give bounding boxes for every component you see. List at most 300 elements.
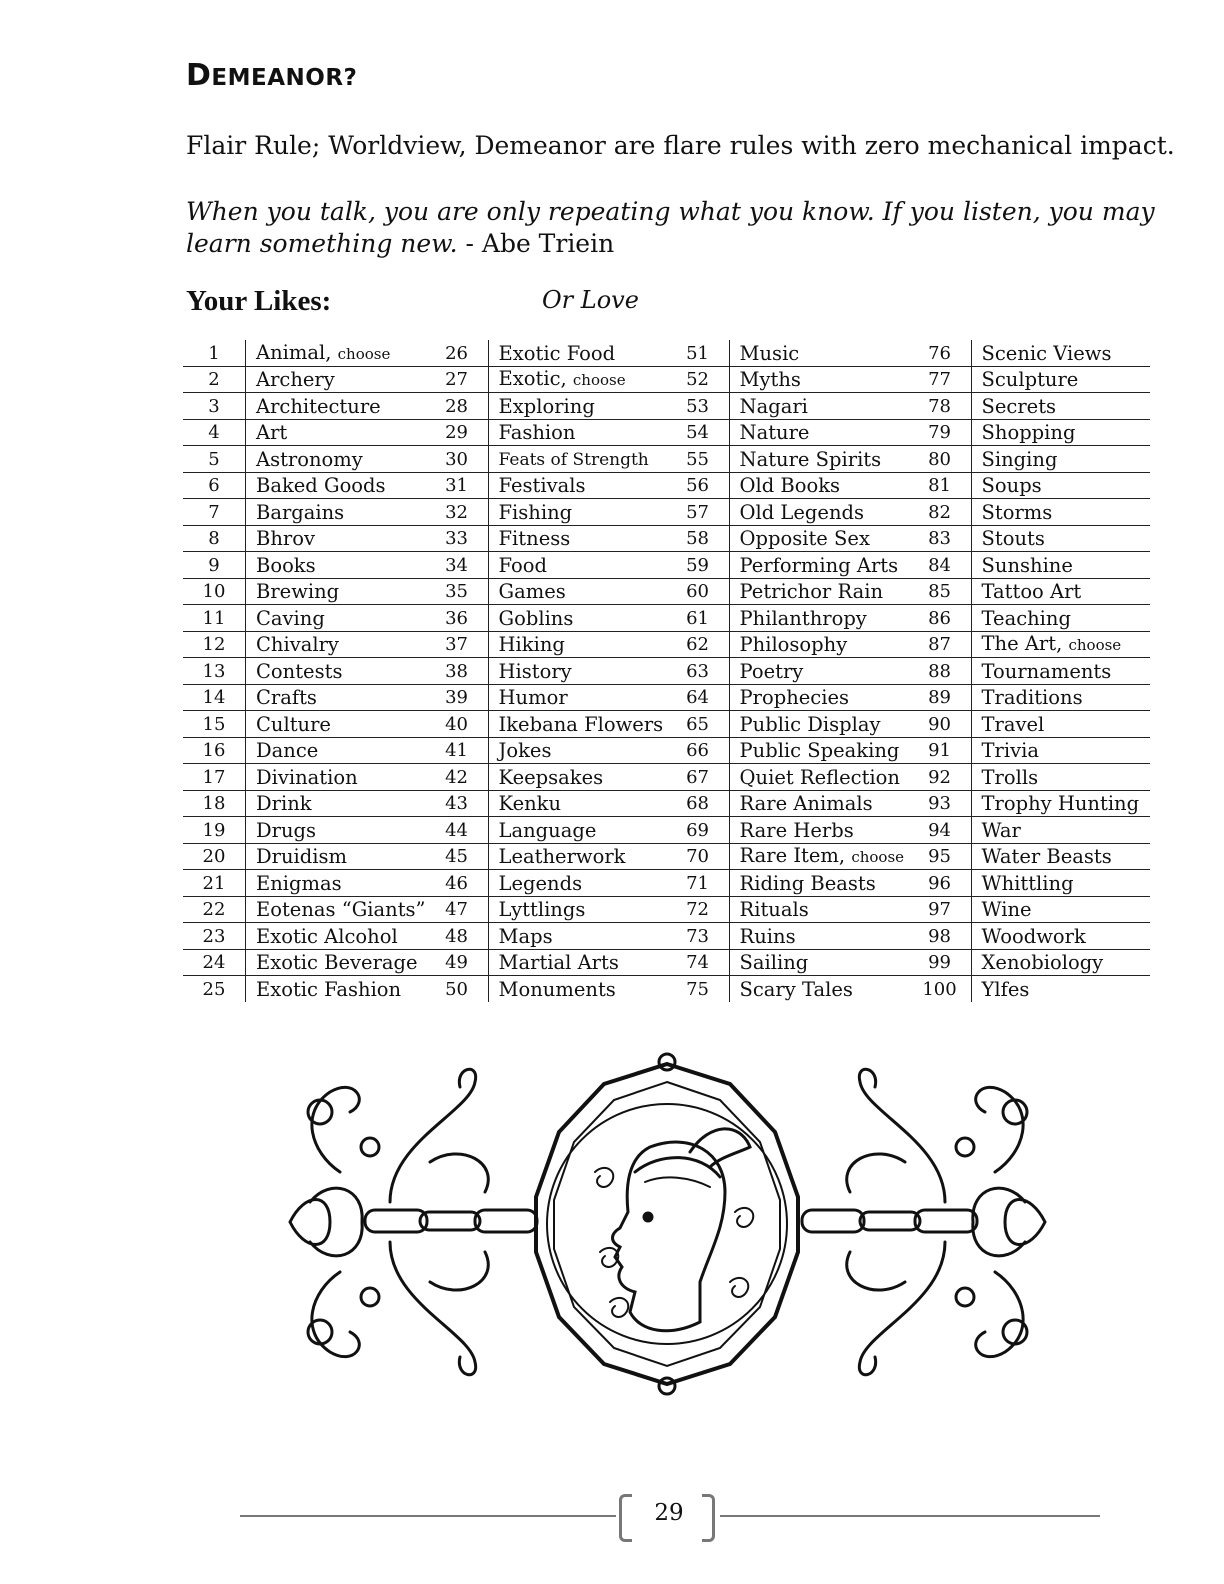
like-label: Exotic Alcohol xyxy=(256,924,398,948)
like-item xyxy=(488,843,667,870)
like-item xyxy=(488,976,667,1002)
like-item xyxy=(971,711,1150,738)
like-number: 59 xyxy=(667,552,730,579)
like-number: 69 xyxy=(667,817,730,844)
like-item xyxy=(488,499,667,526)
like-number: 73 xyxy=(667,923,730,950)
like-label: Sunshine xyxy=(981,553,1073,577)
like-label: Hiking xyxy=(498,633,565,656)
like-number: 98 xyxy=(909,923,972,950)
like-label: Sailing xyxy=(739,951,809,974)
like-label: Trolls xyxy=(981,765,1039,789)
like-label: Exotic Food xyxy=(498,341,616,365)
like-number: 47 xyxy=(426,896,489,923)
like-label: Public Display xyxy=(739,712,881,736)
like-label: Woodwork xyxy=(981,924,1086,948)
like-number: 18 xyxy=(183,790,246,817)
like-item xyxy=(971,578,1150,605)
like-item xyxy=(729,340,909,366)
like-label: Exotic, xyxy=(498,367,567,390)
like-number: 48 xyxy=(426,923,489,950)
like-item xyxy=(729,499,909,526)
like-number: 39 xyxy=(426,684,489,711)
page-bracket-right xyxy=(702,1494,715,1542)
like-item xyxy=(971,366,1150,393)
like-label: Dance xyxy=(256,739,319,762)
like-number: 84 xyxy=(909,552,972,579)
like-number: 49 xyxy=(426,949,489,976)
like-number: 93 xyxy=(909,790,972,817)
table-row xyxy=(183,737,1150,764)
like-number: 17 xyxy=(183,764,246,791)
like-item xyxy=(246,340,426,366)
quote xyxy=(186,196,1166,260)
like-label: Astronomy xyxy=(256,447,363,471)
like-item xyxy=(246,923,426,950)
like-number: 64 xyxy=(667,684,730,711)
like-item xyxy=(729,552,909,579)
like-label: Lyttlings xyxy=(498,898,586,921)
like-item xyxy=(729,711,909,738)
like-label: Games xyxy=(498,580,566,603)
like-label: Prophecies xyxy=(739,686,849,709)
like-number: 44 xyxy=(426,817,489,844)
like-number: 55 xyxy=(667,446,730,473)
table-row xyxy=(183,817,1150,844)
like-label: Leatherwork xyxy=(498,845,626,868)
like-label: Baked Goods xyxy=(256,474,386,497)
like-number: 36 xyxy=(426,605,489,632)
like-item xyxy=(246,525,426,552)
like-number: 89 xyxy=(909,684,972,711)
table-row xyxy=(183,340,1150,366)
like-label: Wine xyxy=(981,898,1032,921)
like-number: 62 xyxy=(667,631,730,658)
table-row xyxy=(183,552,1150,579)
like-number: 6 xyxy=(183,472,246,499)
like-label: Stouts xyxy=(981,527,1045,550)
like-number: 9 xyxy=(183,552,246,579)
like-number: 31 xyxy=(426,472,489,499)
like-label: Contests xyxy=(256,659,343,683)
like-item xyxy=(971,896,1150,923)
like-number: 54 xyxy=(667,419,730,446)
like-label: Philanthropy xyxy=(739,606,867,630)
like-label: Scenic Views xyxy=(981,341,1112,365)
like-label: Sculpture xyxy=(981,368,1079,391)
like-number: 28 xyxy=(426,393,489,420)
like-label: Old Legends xyxy=(739,500,864,524)
like-label: Water Beasts xyxy=(981,845,1112,868)
left-chain xyxy=(365,1210,537,1232)
like-item xyxy=(488,896,667,923)
like-label: Jokes xyxy=(498,739,552,762)
like-label: Nature xyxy=(739,421,810,444)
like-number: 72 xyxy=(667,896,730,923)
like-label: Trophy Hunting xyxy=(981,792,1140,815)
like-label: Exotic Beverage xyxy=(256,951,418,974)
like-item xyxy=(488,817,667,844)
table-row xyxy=(183,843,1150,870)
like-item xyxy=(246,393,426,420)
like-item xyxy=(488,684,667,711)
like-item xyxy=(246,949,426,976)
like-number: 14 xyxy=(183,684,246,711)
like-label: Drink xyxy=(256,792,312,815)
like-number: 90 xyxy=(909,711,972,738)
like-label: Philosophy xyxy=(739,633,848,656)
like-number: 42 xyxy=(426,764,489,791)
like-item xyxy=(971,684,1150,711)
like-label: Fitness xyxy=(498,527,571,550)
like-number: 67 xyxy=(667,764,730,791)
like-item xyxy=(246,737,426,764)
like-number: 60 xyxy=(667,578,730,605)
like-number: 52 xyxy=(667,366,730,393)
like-number: 81 xyxy=(909,472,972,499)
like-item xyxy=(246,366,426,393)
like-number: 77 xyxy=(909,366,972,393)
like-label: Secrets xyxy=(981,394,1057,418)
like-item xyxy=(971,525,1150,552)
like-number: 50 xyxy=(426,976,489,1002)
like-item xyxy=(488,949,667,976)
like-item xyxy=(729,976,909,1002)
like-item xyxy=(488,870,667,897)
like-label: Ikebana Flowers xyxy=(498,712,664,736)
like-label: Goblins xyxy=(498,606,574,630)
like-label: Food xyxy=(498,553,547,577)
like-number: 88 xyxy=(909,658,972,685)
like-item xyxy=(971,658,1150,685)
like-item xyxy=(246,711,426,738)
like-item xyxy=(729,605,909,632)
like-item xyxy=(246,764,426,791)
like-item xyxy=(971,419,1150,446)
like-label: War xyxy=(981,818,1021,842)
like-number: 32 xyxy=(426,499,489,526)
like-item xyxy=(246,472,426,499)
like-number: 91 xyxy=(909,737,972,764)
table-row xyxy=(183,658,1150,685)
table-row xyxy=(183,976,1150,1002)
table-row xyxy=(183,764,1150,791)
like-item xyxy=(971,631,1150,658)
like-number: 56 xyxy=(667,472,730,499)
like-label: Soups xyxy=(981,474,1042,497)
like-number: 45 xyxy=(426,843,489,870)
like-item xyxy=(971,764,1150,791)
like-label: Keepsakes xyxy=(498,765,604,789)
table-row xyxy=(183,578,1150,605)
like-label: Public Speaking xyxy=(739,739,900,762)
like-label: Rare Herbs xyxy=(739,818,854,842)
like-item xyxy=(729,764,909,791)
table-row xyxy=(183,366,1150,393)
like-number: 86 xyxy=(909,605,972,632)
like-number: 68 xyxy=(667,790,730,817)
like-label: Quiet Reflection xyxy=(739,765,900,789)
table-row xyxy=(183,896,1150,923)
like-item xyxy=(971,393,1150,420)
like-number: 75 xyxy=(667,976,730,1002)
table-row xyxy=(183,870,1150,897)
like-number: 96 xyxy=(909,870,972,897)
like-number: 13 xyxy=(183,658,246,685)
like-number: 87 xyxy=(909,631,972,658)
like-number: 3 xyxy=(183,393,246,420)
like-item xyxy=(488,472,667,499)
likes-title: Your Likes: xyxy=(186,285,332,317)
like-item xyxy=(729,949,909,976)
like-label: Fashion xyxy=(498,421,576,444)
flair-rule-text: Flair Rule; Worldview, Demeanor are flare rules with zero mechanical impact. xyxy=(186,131,1175,160)
like-item xyxy=(971,446,1150,473)
like-item xyxy=(488,552,667,579)
table-row xyxy=(183,393,1150,420)
like-label: Travel xyxy=(981,712,1045,736)
like-label: Enigmas xyxy=(256,871,342,895)
like-label: Legends xyxy=(498,871,583,895)
like-label: Monuments xyxy=(498,977,616,1001)
like-item xyxy=(971,923,1150,950)
like-number: 26 xyxy=(426,340,489,366)
like-item xyxy=(488,393,667,420)
choose-note: choose xyxy=(337,344,391,363)
like-item xyxy=(488,419,667,446)
like-number: 70 xyxy=(667,843,730,870)
like-item xyxy=(729,923,909,950)
like-label: Divination xyxy=(256,765,358,789)
like-number: 71 xyxy=(667,870,730,897)
table-row xyxy=(183,605,1150,632)
choose-note: choose xyxy=(851,848,905,866)
like-label: Druidism xyxy=(256,845,347,868)
page-bracket-left xyxy=(619,1494,632,1542)
like-item xyxy=(729,817,909,844)
like-number: 10 xyxy=(183,578,246,605)
like-item xyxy=(488,525,667,552)
like-item xyxy=(246,976,426,1002)
like-number: 16 xyxy=(183,737,246,764)
like-number: 65 xyxy=(667,711,730,738)
like-label: Bhrov xyxy=(256,527,315,550)
like-number: 53 xyxy=(667,393,730,420)
like-label: Architecture xyxy=(256,394,381,418)
like-number: 5 xyxy=(183,446,246,473)
like-item xyxy=(729,446,909,473)
like-item xyxy=(246,499,426,526)
like-label: Books xyxy=(256,553,316,577)
like-label: Opposite Sex xyxy=(739,527,870,550)
like-label: Singing xyxy=(981,447,1058,471)
quote-text: When you talk, you are only repeating what you know. If you listen, you may learn something new. xyxy=(186,197,1155,258)
table-row xyxy=(183,472,1150,499)
like-label: Ruins xyxy=(739,924,796,948)
table-row xyxy=(183,446,1150,473)
table-row xyxy=(183,419,1150,446)
like-item xyxy=(729,896,909,923)
like-item xyxy=(971,790,1150,817)
like-number: 58 xyxy=(667,525,730,552)
like-label: Music xyxy=(739,341,800,365)
quote-attribution: - Abe Triein xyxy=(457,229,615,258)
like-number: 51 xyxy=(667,340,730,366)
like-label: Eotenas “Giants” xyxy=(256,898,426,921)
like-label: Caving xyxy=(256,606,325,630)
like-number: 25 xyxy=(183,976,246,1002)
like-item xyxy=(488,366,667,393)
like-item xyxy=(246,790,426,817)
like-item xyxy=(488,578,667,605)
like-item xyxy=(246,446,426,473)
medallion-ornament-icon xyxy=(270,1052,1065,1397)
like-label: Old Books xyxy=(739,474,841,497)
like-number: 78 xyxy=(909,393,972,420)
like-number: 99 xyxy=(909,949,972,976)
like-label: Animal, xyxy=(256,340,332,364)
like-number: 37 xyxy=(426,631,489,658)
like-number: 82 xyxy=(909,499,972,526)
like-item xyxy=(488,923,667,950)
like-item xyxy=(488,711,667,738)
table-row xyxy=(183,949,1150,976)
like-label: Exploring xyxy=(498,394,595,418)
like-number: 40 xyxy=(426,711,489,738)
like-label: Archery xyxy=(256,368,335,391)
like-label: Whittling xyxy=(981,871,1074,895)
like-label: The Art, xyxy=(981,632,1063,655)
like-item xyxy=(488,605,667,632)
like-item xyxy=(488,790,667,817)
like-label: Petrichor Rain xyxy=(739,580,884,603)
like-number: 43 xyxy=(426,790,489,817)
like-number: 2 xyxy=(183,366,246,393)
like-number: 30 xyxy=(426,446,489,473)
like-label: Crafts xyxy=(256,686,317,709)
like-number: 76 xyxy=(909,340,972,366)
like-label: Art xyxy=(256,421,288,444)
like-item xyxy=(246,817,426,844)
table-row xyxy=(183,525,1150,552)
like-item xyxy=(971,340,1150,366)
like-label: Riding Beasts xyxy=(739,871,876,895)
like-label: Chivalry xyxy=(256,633,339,656)
like-label: Ylfes xyxy=(981,977,1030,1001)
like-item xyxy=(729,843,909,870)
like-label: Feats of Strength xyxy=(498,449,649,470)
like-number: 33 xyxy=(426,525,489,552)
like-label: Exotic Fashion xyxy=(256,977,402,1001)
like-item xyxy=(971,499,1150,526)
like-label: Rare Animals xyxy=(739,792,873,815)
like-label: Kenku xyxy=(498,792,562,815)
like-number: 97 xyxy=(909,896,972,923)
like-item xyxy=(246,578,426,605)
like-item xyxy=(729,472,909,499)
like-label: Traditions xyxy=(981,686,1083,709)
like-number: 46 xyxy=(426,870,489,897)
like-label: Culture xyxy=(256,712,331,736)
like-item xyxy=(971,976,1150,1002)
like-number: 22 xyxy=(183,896,246,923)
like-item xyxy=(488,737,667,764)
like-label: Myths xyxy=(739,368,801,391)
section-heading: DEMEANOR? xyxy=(186,58,358,93)
like-number: 24 xyxy=(183,949,246,976)
like-number: 79 xyxy=(909,419,972,446)
like-label: Brewing xyxy=(256,580,340,603)
like-item xyxy=(729,658,909,685)
like-label: Humor xyxy=(498,686,568,709)
like-number: 34 xyxy=(426,552,489,579)
like-item xyxy=(246,896,426,923)
like-item xyxy=(971,737,1150,764)
like-number: 83 xyxy=(909,525,972,552)
like-number: 66 xyxy=(667,737,730,764)
like-item xyxy=(729,366,909,393)
like-item xyxy=(729,393,909,420)
like-item xyxy=(971,552,1150,579)
like-item xyxy=(246,658,426,685)
like-number: 92 xyxy=(909,764,972,791)
like-number: 8 xyxy=(183,525,246,552)
like-label: Martial Arts xyxy=(498,951,619,974)
footer-rule-right xyxy=(720,1515,1100,1517)
like-item xyxy=(488,764,667,791)
like-number: 1 xyxy=(183,340,246,366)
table-row xyxy=(183,499,1150,526)
like-number: 100 xyxy=(909,976,972,1002)
like-item xyxy=(246,684,426,711)
like-label: Scary Tales xyxy=(739,977,853,1001)
like-item xyxy=(971,605,1150,632)
page-number: 29 xyxy=(654,1500,684,1526)
like-item xyxy=(729,631,909,658)
like-label: Nature Spirits xyxy=(739,447,882,471)
like-label: Bargains xyxy=(256,500,345,524)
like-label: Language xyxy=(498,818,597,842)
like-number: 41 xyxy=(426,737,489,764)
like-label: Tattoo Art xyxy=(981,580,1082,603)
like-item xyxy=(246,552,426,579)
like-label: Fishing xyxy=(498,500,573,524)
like-label: Trivia xyxy=(981,739,1039,762)
like-item xyxy=(488,658,667,685)
or-love-label: Or Love xyxy=(542,286,639,314)
like-number: 29 xyxy=(426,419,489,446)
like-item xyxy=(729,578,909,605)
like-number: 4 xyxy=(183,419,246,446)
like-item xyxy=(729,419,909,446)
like-number: 74 xyxy=(667,949,730,976)
like-label: Festivals xyxy=(498,474,586,497)
like-item xyxy=(488,631,667,658)
like-label: Shopping xyxy=(981,421,1076,444)
like-item xyxy=(971,843,1150,870)
choose-note: choose xyxy=(1068,636,1122,654)
like-number: 19 xyxy=(183,817,246,844)
table-row xyxy=(183,631,1150,658)
like-label: Rituals xyxy=(739,898,809,921)
like-number: 7 xyxy=(183,499,246,526)
like-item xyxy=(488,446,667,473)
like-item xyxy=(971,870,1150,897)
table-row xyxy=(183,684,1150,711)
like-number: 11 xyxy=(183,605,246,632)
like-number: 95 xyxy=(909,843,972,870)
like-number: 12 xyxy=(183,631,246,658)
